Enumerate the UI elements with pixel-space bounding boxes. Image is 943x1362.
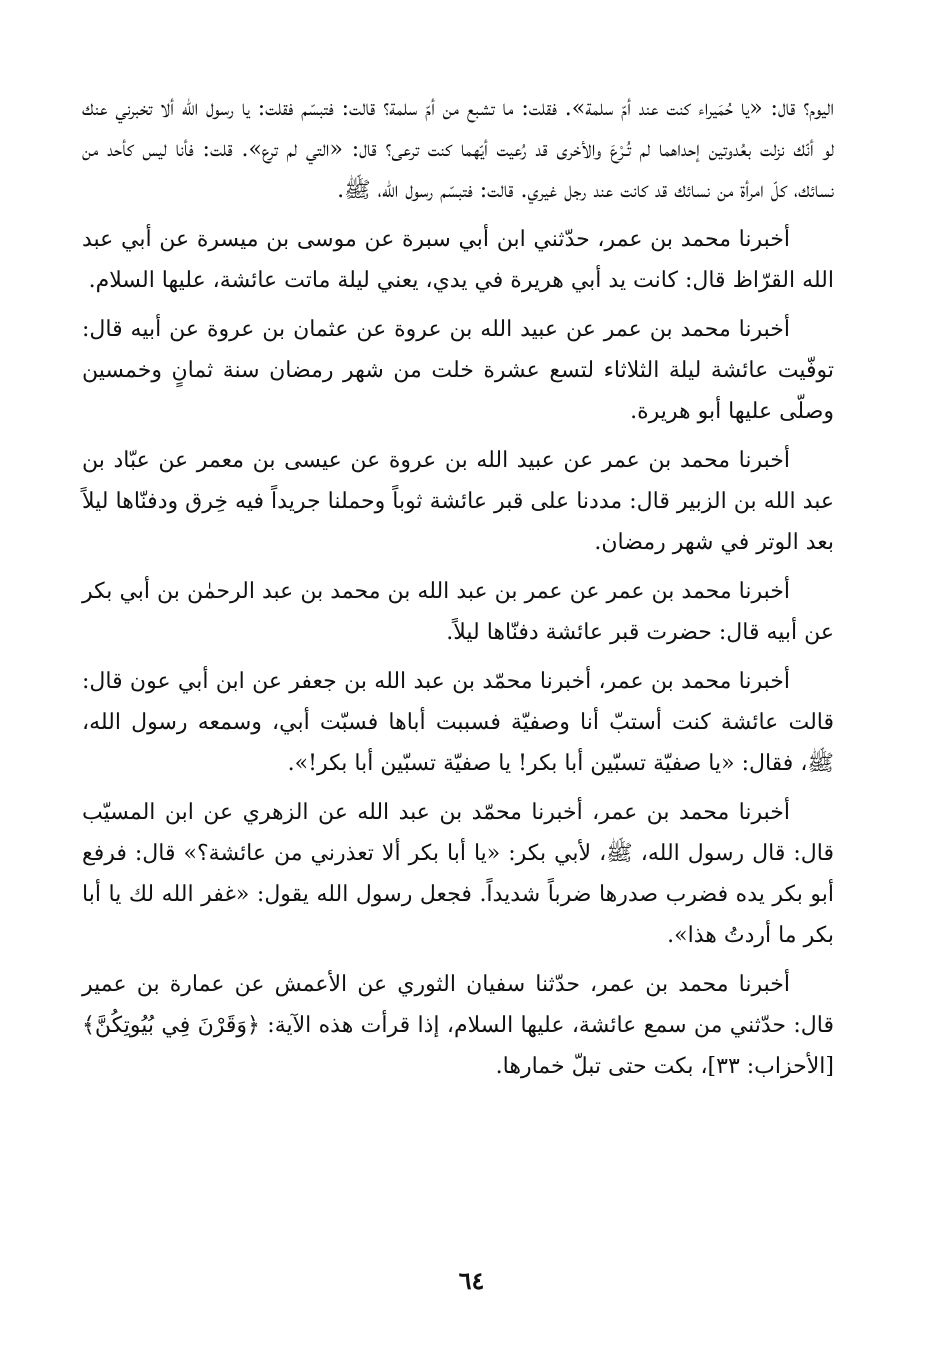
page-number: ٦٤: [458, 1266, 485, 1295]
paragraph-hadith-4: أخبرنا محمد بن عمر عن عمر بن عبد الله بن محمد بن عبد الرحمٰن بن أبي بكر عن أبيه قال: حضرت قبر عائشة دفنّاها ليلاً.: [82, 579, 834, 645]
paragraph-hadith-5: أخبرنا محمد بن عمر، أخبرنا محمّد بن عبد الله بن جعفر عن ابن أبي عون قال: قالت عائشة كنت أستبّ أنا وصفيّة فسببت أباها فسبّت أبي، وسمعه رسول الله، ﷺ، فقال: «يا صفيّة تسبّين أبا بكر! يا صفيّة تسبّين أبا بكر!».: [82, 669, 834, 776]
paragraph-hadith-7: أخبرنا محمد بن عمر، حدّثنا سفيان الثوري عن الأعمش عن عمارة بن عمير قال: حدّثني من سمع عائشة، عليها السلام، إذا قرأت هذه الآية: ﴿وَقَرْنَ فِي بُيُوتِكُنَّ﴾[الأحزاب: ٣٣]، بكت حتى تبلّ خمارها.: [82, 972, 834, 1079]
paragraph-continuation: اليوم؟ قال: «يا حُمَيراء كنت عند أمّ سلمة». فقلت: ما تشبع من أمّ سلمة؟ قالت: فتبسّم فقلت: يا رسول الله ألا تخبرني عنك لو أنّك نزلت بعُدوتين إحداهما لم تُـرْعَ والأخرى قد رُعيت أيّهما كنت ترعى؟ قال: «التي لم ترع». قلت: فأنا ليس كأحد من نسائك، كلّ امرأة من نسائك قد كانت عند رجل غيري. قالت: فتبسّم رسول الله، ﷺ.: [82, 96, 834, 203]
paragraph-hadith-6: أخبرنا محمد بن عمر، أخبرنا محمّد بن عبد الله عن الزهري عن ابن المسيّب قال: قال رسول الله، ﷺ، لأبي بكر: «يا أبا بكر ألا تعذرني من عائشة؟» قال: فرفع أبو بكر يده فضرب صدرها ضرباً شديداً. فجعل رسول الله يقول: «غفر الله لك يا أبا بكر ما أردتُ هذا».: [82, 800, 835, 948]
paragraph-hadith-2: أخبرنا محمد بن عمر عن عبيد الله بن عروة عن عثمان بن عروة عن أبيه قال: توفّيت عائشة ليلة الثلاثاء لتسع عشرة خلت من شهر رمضان سنة ثمانٍ وخمسين وصلّى عليها أبو هريرة.: [82, 317, 834, 424]
paragraph-hadith-1: أخبرنا محمد بن عمر، حدّثني ابن أبي سبرة عن موسى بن ميسرة عن أبي عبد الله القرّاظ قال: كانت يد أبي هريرة في يدي، يعني ليلة ماتت عائشة، عليها السلام.: [82, 227, 834, 293]
paragraph-hadith-3: أخبرنا محمد بن عمر عن عبيد الله بن عروة عن عيسى بن معمر عن عبّاد بن عبد الله بن الزبير قال: مددنا على قبر عائشة ثوباً وحملنا جريداً فيه خِرق ودفنّاها ليلاً بعد الوتر في شهر رمضان.: [82, 448, 834, 555]
page-text-block: [82, 88, 834, 1095]
